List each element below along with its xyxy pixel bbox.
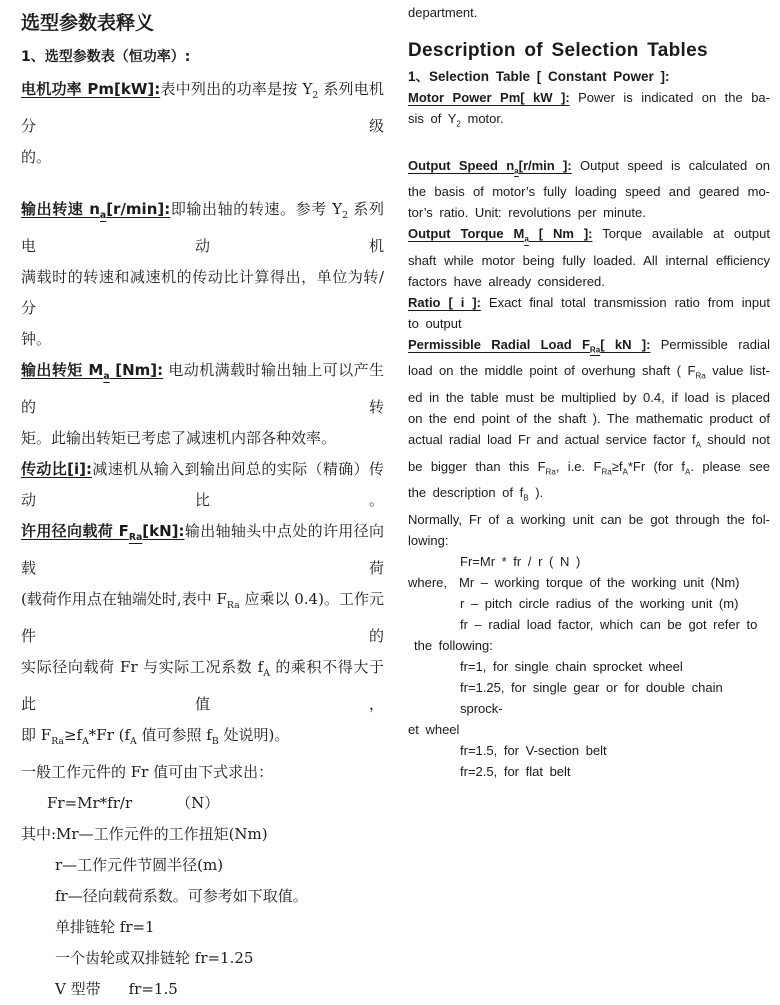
text-line bbox=[21, 652, 384, 720]
text-line bbox=[21, 355, 384, 423]
text-run: 满载时的转速和减速机的传动比计算得出，单位为转/分 bbox=[21, 268, 384, 317]
text-run: 钟。 bbox=[21, 330, 52, 348]
text-run: fr=1.5 bbox=[128, 980, 178, 998]
text-line bbox=[21, 819, 384, 850]
text-run: V 型带 bbox=[55, 980, 101, 998]
text-run: the following: bbox=[414, 637, 493, 653]
text-run: 减速机从输入到输出间总的实际（精确）传动比。 bbox=[21, 460, 384, 509]
text-line bbox=[21, 720, 384, 757]
text-run: r – pitch circle radius of the working unit (m) bbox=[460, 595, 739, 611]
text-run: fr – radial load factor, which can be got refer to bbox=[460, 616, 758, 632]
text-line bbox=[408, 509, 770, 530]
text-run: Ra bbox=[51, 736, 64, 747]
text-line bbox=[408, 572, 770, 593]
term-label: 许用径向载荷 F bbox=[21, 522, 129, 540]
term-label: [Nm]: bbox=[109, 361, 164, 379]
text-line bbox=[408, 740, 770, 761]
text-run: shaft while motor being fully loaded. All internal efficiency bbox=[408, 252, 770, 268]
right-column-english bbox=[408, 0, 771, 779]
text-run: Mr – working torque of the working unit (Nm) bbox=[459, 574, 740, 590]
text-run: the basis of motor’s fully loading speed and geared mo- bbox=[408, 184, 770, 200]
term-label: 输出转矩 M bbox=[21, 361, 104, 379]
term-label: [ Nm ]: bbox=[528, 226, 593, 242]
text-run: Exact final total transmission ratio from input bbox=[480, 294, 770, 310]
text-line bbox=[21, 881, 384, 912]
text-run: A bbox=[622, 467, 628, 477]
text-run: 的。 bbox=[21, 148, 52, 166]
text-run: , i.e. F bbox=[555, 458, 602, 474]
text-run: Torque available at output bbox=[592, 226, 770, 242]
text-line bbox=[408, 202, 770, 223]
text-run: ). bbox=[528, 485, 544, 501]
text-run: lowing: bbox=[408, 532, 449, 548]
text-line bbox=[21, 423, 384, 454]
text-line bbox=[408, 181, 770, 202]
text-run: 其中:Mr—工作元件的工作扭矩(Nm) bbox=[21, 825, 268, 843]
section-subtitle bbox=[408, 67, 770, 86]
text-run: B bbox=[211, 736, 219, 747]
text-run: Fr=Mr*fr/r bbox=[47, 794, 133, 812]
text-line bbox=[21, 850, 384, 881]
text-run: 电动机满载时输出轴上可以产生的转 bbox=[21, 361, 385, 416]
text-run: 矩。此输出转矩已考虑了减速机内部各种效率。 bbox=[21, 429, 337, 447]
term-label: a bbox=[99, 210, 107, 221]
section-title bbox=[21, 5, 384, 41]
text-run: (载荷作用点在轴端处时,表中 F bbox=[21, 590, 227, 608]
section-subtitle bbox=[21, 41, 384, 74]
text-line bbox=[21, 194, 384, 262]
text-line bbox=[21, 788, 384, 819]
text-line bbox=[408, 614, 770, 635]
text-line bbox=[21, 324, 384, 355]
text-line bbox=[408, 87, 770, 108]
text-run: factors have already considered. bbox=[408, 273, 605, 289]
term-label: [kN]: bbox=[142, 522, 185, 540]
text-run: Ra bbox=[695, 371, 706, 381]
term-label: Output Torque M bbox=[408, 226, 525, 242]
text-run: be bigger than this F bbox=[408, 458, 546, 474]
text-run: Description of Selection Tables bbox=[408, 40, 708, 61]
text-run: 实际径向载荷 Fr 与实际工况系数 f bbox=[21, 658, 264, 676]
term-label: [ kN ]: bbox=[600, 336, 651, 352]
text-line bbox=[21, 262, 384, 324]
text-run: 一个齿轮或双排链轮 fr=1.25 bbox=[55, 949, 254, 967]
text-run: 2 bbox=[312, 90, 319, 101]
term-label: [r/min]: bbox=[106, 200, 171, 218]
text-run: Power is indicated on the ba- bbox=[569, 90, 770, 105]
text-run: A bbox=[263, 668, 270, 679]
text-run: fr=1.25, for single gear or for double chain sprock- bbox=[460, 679, 723, 716]
text-run: motor. bbox=[460, 111, 504, 126]
text-line bbox=[408, 551, 770, 572]
term-label: Ra bbox=[589, 345, 601, 355]
text-line bbox=[408, 530, 770, 551]
text-run: ≥f bbox=[611, 458, 623, 474]
text-run: （N） bbox=[176, 794, 220, 812]
text-line bbox=[408, 635, 770, 656]
text-run: ≥f bbox=[63, 726, 83, 744]
term-label: Output Speed n bbox=[408, 157, 515, 173]
term-label: a bbox=[103, 371, 110, 382]
text-run: A bbox=[685, 467, 691, 477]
text-run: 选型参数表释义 bbox=[21, 12, 155, 34]
text-line bbox=[408, 456, 770, 483]
text-run: tor’s ratio. Unit: revolutions per minute. bbox=[408, 205, 646, 221]
text-line bbox=[408, 677, 770, 719]
text-run: 即输出轴的转速。参考 Y bbox=[170, 200, 343, 218]
term-label: 电机功率 Pm[kW]: bbox=[21, 80, 161, 98]
text-run: 系列电动机 bbox=[21, 200, 384, 255]
text-line bbox=[21, 516, 384, 584]
text-run: fr—径向载荷系数。可参考如下取值。 bbox=[55, 887, 308, 905]
text-line bbox=[408, 482, 770, 509]
text-run: ed in the table must be multiplied by 0.4, if load is placed bbox=[408, 389, 770, 405]
text-run: et wheel bbox=[408, 721, 460, 737]
text-run: Ra bbox=[545, 467, 556, 477]
text-run: 2 bbox=[456, 119, 461, 129]
text-run: 输出轴轴头中点处的许用径向载荷 bbox=[21, 522, 384, 577]
term-label: Ra bbox=[128, 532, 143, 543]
text-run: 1、Selection Table [ Constant Power ]: bbox=[408, 69, 670, 84]
term-label: [r/min ]: bbox=[518, 157, 572, 173]
text-line bbox=[21, 584, 384, 652]
text-run: 的乘积不得大于此值， bbox=[21, 658, 384, 713]
text-line bbox=[21, 142, 384, 173]
text-run: the description of f bbox=[408, 485, 524, 501]
text-run: where, bbox=[408, 574, 448, 590]
text-run: 单排链轮 fr=1 bbox=[55, 918, 155, 936]
text-line bbox=[408, 2, 770, 23]
text-run: fr=1.5, for V-section belt bbox=[460, 742, 607, 758]
text-line bbox=[21, 74, 384, 142]
text-run: 应乘以 0.4)。工作元件的 bbox=[21, 590, 384, 645]
text-run: Ra bbox=[601, 467, 612, 477]
text-line bbox=[408, 360, 770, 387]
term-label: Motor Power Pm[ kW ]: bbox=[408, 90, 570, 105]
text-line bbox=[408, 593, 770, 614]
text-line bbox=[408, 108, 770, 135]
text-run: should not bbox=[700, 431, 770, 447]
text-run: fr=1, for single chain sprocket wheel bbox=[460, 658, 683, 674]
text-run: 值可参照 f bbox=[136, 726, 212, 744]
text-run: value list- bbox=[705, 363, 770, 379]
text-run: . please see bbox=[690, 458, 771, 474]
text-run: *Fr (for f bbox=[627, 458, 686, 474]
term-label: 输出转速 n bbox=[21, 200, 100, 218]
text-line bbox=[21, 912, 384, 943]
left-column-chinese bbox=[21, 0, 385, 998]
section-title bbox=[408, 38, 770, 64]
text-line bbox=[408, 334, 770, 361]
text-run: B bbox=[523, 493, 529, 503]
text-run: Permissible radial bbox=[650, 336, 771, 352]
text-line bbox=[408, 292, 770, 313]
text-line bbox=[21, 454, 384, 516]
text-run: to output bbox=[408, 315, 462, 331]
text-line bbox=[21, 974, 384, 1005]
text-line bbox=[408, 387, 770, 408]
text-run: load on the middle point of overhung shaft ( F bbox=[408, 363, 696, 379]
text-line bbox=[408, 429, 770, 456]
text-line bbox=[408, 408, 770, 429]
text-run: r—工作元件节圆半径(m) bbox=[55, 856, 224, 874]
text-run: Fr=Mr * fr / r ( N ) bbox=[460, 553, 581, 569]
term-label: a bbox=[514, 166, 519, 176]
text-run: sis of Y bbox=[408, 111, 457, 126]
text-run: A bbox=[695, 440, 701, 450]
text-run: 即 F bbox=[21, 726, 52, 744]
text-line bbox=[408, 271, 770, 292]
term-label: Ratio [ i ]: bbox=[408, 294, 481, 310]
text-run: 1、选型参数表（恒功率）: bbox=[21, 49, 191, 65]
text-run: Normally, Fr of a working unit can be got through the fol- bbox=[408, 511, 770, 527]
text-run: on the end point of the shaft ). The mathematic product of bbox=[408, 410, 770, 426]
term-label: a bbox=[524, 234, 529, 244]
text-run: 一般工作元件的 Fr 值可由下式求出： bbox=[21, 763, 274, 781]
text-line bbox=[408, 656, 770, 677]
text-line bbox=[408, 250, 770, 271]
text-run: 表中列出的功率是按 Y bbox=[160, 80, 313, 98]
term-label: 传动比[i]: bbox=[21, 460, 92, 478]
text-run: department. bbox=[408, 5, 478, 20]
text-run: fr=2.5, for flat belt bbox=[460, 763, 571, 779]
text-line bbox=[408, 223, 770, 250]
text-line bbox=[408, 313, 770, 334]
text-line bbox=[408, 761, 770, 782]
text-run: Output speed is calculated on bbox=[571, 157, 771, 173]
text-run: actual radial load Fr and actual service factor f bbox=[408, 431, 696, 447]
text-run: 2 bbox=[342, 210, 349, 221]
text-run: A bbox=[130, 736, 137, 747]
text-run: A bbox=[82, 736, 89, 747]
text-run: 系列电机分级 bbox=[21, 80, 385, 135]
text-line bbox=[21, 757, 384, 788]
text-run: 处说明)。 bbox=[218, 726, 290, 744]
text-run: Ra bbox=[226, 600, 240, 611]
text-line bbox=[408, 719, 770, 740]
text-line bbox=[408, 155, 770, 182]
text-run: *Fr (f bbox=[88, 726, 131, 744]
term-label: Permissible Radial Load F bbox=[408, 336, 590, 352]
text-line bbox=[21, 943, 384, 974]
